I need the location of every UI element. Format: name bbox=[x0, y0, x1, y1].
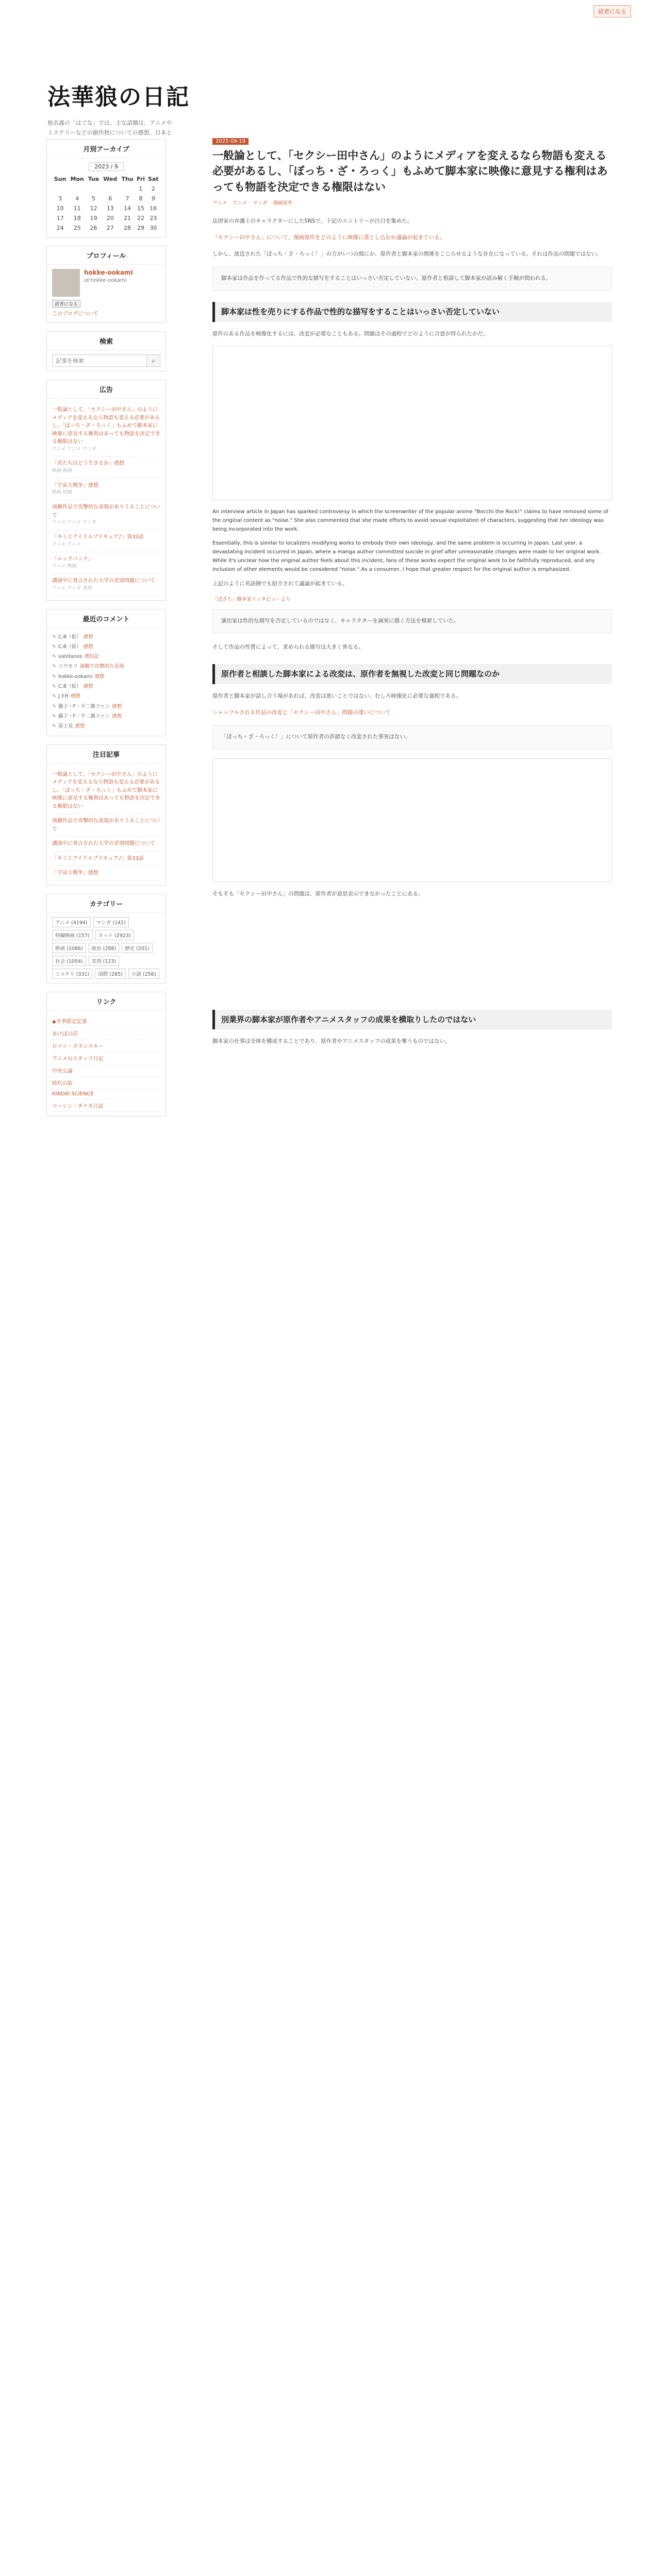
paragraph: 上記のように英語圏でも紹介されて議論が起きている。 bbox=[212, 580, 348, 587]
comment-author[interactable]: C.B（仮） bbox=[58, 684, 81, 690]
calendar-day[interactable]: 18 bbox=[73, 215, 81, 222]
calendar-day bbox=[52, 184, 68, 194]
comment-item bbox=[52, 642, 160, 652]
comment-icon: ✎ bbox=[52, 643, 56, 650]
category-tag[interactable]: 歴史 (201) bbox=[122, 943, 153, 953]
calendar-day[interactable]: 25 bbox=[73, 225, 81, 231]
comments-heading: 最近のコメント bbox=[47, 609, 166, 628]
weekday-label: Wed bbox=[103, 176, 118, 182]
article-link[interactable]: 「ルックバック」 bbox=[52, 556, 93, 562]
comment-author[interactable]: C.B（仮） bbox=[58, 643, 81, 650]
article-meta: アニメ アニメ bbox=[52, 541, 81, 547]
paragraph: 原作者と脚本家が話し合う場があれば、改変は悪いことではない。むしろ映像化に必要な過程である。 bbox=[212, 692, 461, 699]
comment-icon: ✎ bbox=[52, 713, 56, 719]
comment-author[interactable]: J.Y.H bbox=[58, 693, 69, 700]
category-tag[interactable]: 特撮映画 (157) bbox=[52, 930, 93, 940]
list-item bbox=[52, 866, 160, 881]
list-item bbox=[52, 479, 160, 500]
article-link[interactable]: 演劇作品で攻撃的な表現がありうることについて bbox=[52, 504, 160, 518]
list-item bbox=[52, 837, 160, 852]
calendar-day[interactable]: 13 bbox=[106, 205, 114, 212]
calendar-day[interactable]: 8 bbox=[139, 195, 143, 202]
related-module bbox=[46, 380, 166, 601]
comment-post-link[interactable]: 演劇で攻撃的な表現 bbox=[79, 664, 124, 670]
highlighted-paragraph[interactable]: シャッフルされる作品の改変と「セクシー田中さん」問題の違いについて bbox=[212, 709, 391, 716]
profile-name[interactable]: hokke-ookami bbox=[84, 269, 133, 276]
article-meta: 映画 特撮 bbox=[52, 490, 72, 496]
calendar-module bbox=[46, 139, 166, 238]
comment-item bbox=[52, 682, 160, 691]
about-link[interactable]: このブログについて bbox=[52, 311, 98, 317]
category-heading: カテゴリー bbox=[47, 894, 166, 913]
calendar-day[interactable]: 26 bbox=[90, 225, 97, 231]
list-item bbox=[52, 500, 160, 530]
calendar-day[interactable]: 15 bbox=[137, 205, 145, 212]
list-item bbox=[52, 530, 160, 552]
calendar-day bbox=[120, 184, 136, 194]
comment-post-link[interactable]: 感想 bbox=[70, 693, 80, 700]
comment-post-link[interactable]: 感想 bbox=[94, 673, 105, 680]
calendar-day[interactable]: 3 bbox=[58, 195, 62, 202]
reference-link[interactable]: 「ぼざろ」脚本家インタビューより bbox=[212, 597, 291, 603]
embedded-post[interactable] bbox=[212, 346, 612, 500]
english-quote: Essentially, this is similar to localizers modifying works to embody their own ideology, and the same problem is occurring in Japan. Last year, a devastating incident occurred in Japan, where a manga author committed suicide in grief after unreasonable changes were made to her original work. While it's unclear how the original author feels about this incident, fans of these works expect the original work to be faithfully reproduced, and any inclusion of other elements would be considered "noise." As a consumer, I hope that greater respect for the original author is emphasized. bbox=[212, 540, 601, 572]
blog-description: 他名義の「はてな」では、主な話題は、アニメやミステリーなどの創作物についての感想、日本と bbox=[47, 120, 172, 136]
calendar-day[interactable]: 1 bbox=[139, 185, 143, 192]
popular-article-link[interactable]: 演劇作品で攻撃的な表現がありうることについて bbox=[52, 818, 160, 832]
search-icon[interactable]: ⌕ bbox=[147, 354, 160, 367]
calendar-day[interactable]: 7 bbox=[125, 195, 129, 202]
list-item bbox=[52, 552, 160, 574]
comment-author[interactable]: C.B（仮） bbox=[58, 634, 81, 640]
article-link[interactable]: 講演中に発言された大学の差別問題について bbox=[52, 578, 155, 584]
link-item[interactable]: あけぼの荘 bbox=[52, 1027, 160, 1040]
calendar-day[interactable]: 29 bbox=[137, 225, 145, 231]
weekday-label: Sat bbox=[148, 176, 159, 182]
embedded-post[interactable] bbox=[212, 758, 612, 882]
blockquote: 「ぼっち・ざ・ろっく！」について原作者の許諾なく改変された事実はない。 bbox=[212, 725, 612, 749]
calendar-day[interactable]: 23 bbox=[150, 215, 157, 222]
popular-article-link[interactable]: 「宇宙大戦争」感想 bbox=[52, 870, 98, 876]
list-item bbox=[52, 574, 160, 596]
list-item bbox=[52, 852, 160, 867]
comment-icon: ✎ bbox=[52, 723, 56, 730]
link-item[interactable]: ロマン・ポランスキー bbox=[52, 1040, 160, 1052]
comment-icon: ✎ bbox=[52, 654, 56, 660]
comment-icon: ✎ bbox=[52, 684, 56, 690]
article-link[interactable]: 「キミとアイドルプリキュア♪」第33話 bbox=[52, 534, 144, 540]
comment-item bbox=[52, 721, 160, 731]
month-select[interactable]: 2023 / 9 bbox=[89, 162, 124, 171]
weekday-label: Sun bbox=[54, 176, 67, 182]
entry-title[interactable]: 一般論として、「セクシー田中さん」のようにメディアを変えるなら物語も変える必要があるし、「ぼっち・ざ・ろっく」もふめて脚本家に映像に意見する権利はあっても物語を決定できる権限はない bbox=[212, 149, 608, 193]
comment-icon: ✎ bbox=[52, 693, 56, 700]
profile-module bbox=[46, 246, 166, 323]
article-link[interactable]: 「宇宙大戦争」感想 bbox=[52, 482, 98, 488]
weekday-label: Tue bbox=[88, 176, 100, 182]
comment-author[interactable]: 富士見 bbox=[58, 723, 73, 730]
article-link[interactable]: 一般論として、「セクシー田中さん」のようにメディアを変えるなら物語も変える必要があるし、「ぼっち・ざ・ろっく」もふめて脚本家に映像に意見する権利はあっても物語を決定できる権限はない bbox=[52, 407, 160, 445]
calendar-day[interactable]: 2 bbox=[151, 185, 155, 192]
top-bar bbox=[0, 0, 662, 23]
section-heading: 脚本家は性を売りにする作品で性的な描写をすることはいっさい否定していない bbox=[212, 302, 612, 322]
category-module bbox=[46, 894, 166, 984]
calendar-day[interactable]: 21 bbox=[124, 215, 131, 222]
calendar-day[interactable]: 27 bbox=[106, 225, 114, 231]
popular-heading: 注目記事 bbox=[47, 745, 166, 764]
comment-item bbox=[52, 662, 160, 671]
paragraph: 法律家の弁護士のキャラクターにしたSNSで、下記のエントリーが注目を集めた。 bbox=[212, 218, 413, 225]
calendar-day[interactable]: 16 bbox=[150, 205, 157, 212]
comment-icon: ✎ bbox=[52, 703, 56, 709]
calendar-day[interactable]: 14 bbox=[124, 205, 131, 212]
comment-item bbox=[52, 702, 160, 711]
calendar-day[interactable]: 4 bbox=[75, 195, 79, 202]
list-item bbox=[52, 403, 160, 456]
comment-author[interactable]: vanitanos bbox=[58, 654, 82, 660]
link-item[interactable]: 時代の影 bbox=[52, 1077, 160, 1089]
category-tag[interactable]: ミステリ (331) bbox=[52, 969, 92, 979]
comment-post-link[interactable]: 感想 bbox=[112, 713, 122, 719]
blockquote: 演出家は性的な描写を否定しているのではなく、キャラクターを誠実に描く方法を模索していた。 bbox=[212, 609, 612, 633]
category-tag[interactable]: マンガ (142) bbox=[93, 917, 129, 927]
article-meta: アニメ マンガ 差別 bbox=[52, 585, 92, 591]
paragraph: 脚本家の仕事は全体を構成することであり、原作者やアニメスタッフの成果を奪うものではない。 bbox=[212, 1038, 451, 1045]
calendar-day[interactable]: 12 bbox=[90, 205, 97, 212]
comment-author[interactable]: コウモリ bbox=[58, 664, 78, 670]
category-tag[interactable]: 小説 (256) bbox=[128, 969, 159, 979]
section-heading: 原作者と相談した脚本家による改変は、原作者を無視した改変と同じ問題なのか bbox=[212, 664, 612, 684]
comment-item bbox=[52, 691, 160, 701]
entry-category[interactable]: アニメ bbox=[212, 200, 227, 207]
article-meta: 映画 映画 bbox=[52, 468, 72, 473]
calendar-day[interactable]: 19 bbox=[90, 215, 97, 222]
calendar-heading: 月別アーカイブ bbox=[47, 140, 166, 158]
calendar-day[interactable]: 20 bbox=[106, 215, 114, 222]
paragraph: 原作のある作品を映像化するには、改変が必要なこともある。問題はその過程でどのように合意が得られたかだ。 bbox=[212, 330, 489, 337]
comment-icon: ✎ bbox=[52, 673, 56, 680]
search-module bbox=[46, 331, 166, 371]
category-tag[interactable]: ネット (2923) bbox=[95, 930, 134, 940]
calendar-day[interactable]: 9 bbox=[151, 195, 155, 202]
comment-author[interactable]: hokke-ookami bbox=[58, 673, 93, 680]
article-meta: アニメ 映画 bbox=[52, 564, 77, 569]
popular-article-link[interactable]: 「キミとアイドルプリキュア♪」第33話 bbox=[52, 855, 144, 861]
calendar-day bbox=[68, 184, 86, 194]
calendar-day[interactable]: 6 bbox=[108, 195, 112, 202]
calendar-day[interactable]: 22 bbox=[137, 215, 145, 222]
article-meta: アニメ アニメ マンガ bbox=[52, 446, 96, 452]
blockquote: 脚本家は作品を作ってる作品で性的な描写をすることはいっさい否定していない。原作者と相談して脚本家が読み解く手腕が問われる。 bbox=[212, 267, 612, 291]
category-tag[interactable]: 政治 (288) bbox=[89, 943, 120, 953]
calendar-day bbox=[101, 184, 120, 194]
entry-category[interactable]: アニメ bbox=[233, 200, 247, 207]
calendar-day[interactable]: 24 bbox=[56, 225, 64, 231]
entry-categories bbox=[212, 199, 612, 206]
category-tag[interactable]: 国際 (285) bbox=[95, 969, 126, 979]
comment-icon: ✎ bbox=[52, 664, 56, 670]
popular-article-link[interactable]: 講演中に発言された大学の差別問題について bbox=[52, 841, 155, 847]
calendar-table bbox=[52, 174, 160, 233]
popular-module bbox=[46, 744, 166, 886]
paragraph: しかし、放送された「ぼっち・ざ・ろっく！」の方がいつの間にか、原作者と脚本家の関係をこじらせるような存在になっている。それは作品の問題ではない。 bbox=[212, 251, 602, 258]
category-tag[interactable]: 社会 (1054) bbox=[52, 956, 86, 966]
calendar-day[interactable]: 30 bbox=[150, 225, 157, 231]
main-content bbox=[212, 134, 612, 2576]
profile-id: id:hokke-ookami bbox=[84, 278, 127, 283]
subscribe-button[interactable]: 読者になる bbox=[593, 5, 631, 18]
weekday-label: Mon bbox=[70, 176, 84, 182]
link-item[interactable]: 中央公論 bbox=[52, 1064, 160, 1077]
entry-date[interactable]: 2025-09-19 bbox=[212, 138, 249, 145]
english-quote: An interview article in Japan has sparked controversy in which the screenwriter of the popular anime "Bocchi the Rock!" claims to have removed some of the original content as "noise." She also commented that she made efforts to avoid sexual exploitation of characters, suggesting that her ideology was being incorporated into the work. bbox=[212, 509, 608, 532]
search-input[interactable] bbox=[52, 354, 147, 367]
weekday-label: Thu bbox=[121, 176, 134, 182]
comment-post-link[interactable]: 感想 bbox=[83, 643, 93, 650]
article-meta: アニメ アニメ マンガ bbox=[52, 520, 96, 526]
sidebar bbox=[46, 139, 166, 1125]
paragraph: そもそも「セクシー田中さん」の問題は、原作者が意思表示できなかったことにある。 bbox=[212, 890, 424, 897]
calendar-day[interactable]: 17 bbox=[56, 215, 64, 222]
comment-post-link[interactable]: 感想 bbox=[75, 723, 85, 730]
list-item bbox=[52, 456, 160, 478]
profile-subscribe-button[interactable]: 読者になる bbox=[52, 300, 80, 308]
calendar-day[interactable]: 10 bbox=[56, 205, 64, 212]
popular-article-link[interactable]: 一般論として、「セクシー田中さん」のようにメディアを変えるなら物語も変える必要があるし、「ぼっち・ざ・ろっく」もふめて脚本家に映像に意見する権利はあっても物語を決定できる権限はない bbox=[52, 771, 160, 809]
search-heading: 検索 bbox=[47, 332, 166, 350]
links-module bbox=[46, 992, 166, 1116]
link-item[interactable]: コーシン・タナカ日誌 bbox=[52, 1099, 160, 1112]
list-item bbox=[52, 768, 160, 815]
highlighted-paragraph: 「セクシー田中さん」について、漫画原作をどのように映像に落とし込むか議論が起きている。 bbox=[212, 234, 445, 241]
link-item[interactable]: アニメのスタッフ日記 bbox=[52, 1052, 160, 1064]
category-tag[interactable]: 差別 (123) bbox=[89, 956, 120, 966]
category-tag[interactable]: 映画 (1086) bbox=[52, 943, 86, 953]
links-heading: リンク bbox=[47, 992, 166, 1011]
profile-heading: プロフィール bbox=[47, 246, 166, 265]
avatar[interactable] bbox=[52, 269, 80, 297]
link-item[interactable]: KINDAI SCIENCE bbox=[52, 1089, 160, 1099]
comment-item bbox=[52, 652, 160, 662]
blog-title[interactable]: 法華狼の日記 bbox=[47, 84, 190, 110]
comment-author[interactable]: 藤子・F・不二雄ファン bbox=[58, 713, 110, 719]
comments-module bbox=[46, 609, 166, 736]
entry-category[interactable]: 漫画原作 bbox=[273, 200, 293, 207]
comment-post-link[interactable]: 漂泊記 bbox=[84, 654, 99, 660]
related-heading: 広告 bbox=[47, 380, 166, 399]
section-heading: 別業界の脚本家が原作者やアニメスタッフの成果を横取りしたのではない bbox=[212, 1010, 612, 1030]
comment-post-link[interactable]: 感想 bbox=[83, 634, 93, 640]
calendar-day[interactable]: 11 bbox=[73, 205, 81, 212]
article-link[interactable]: 「君たちはどう生きるか」感想 bbox=[52, 461, 124, 467]
comment-item bbox=[52, 632, 160, 642]
weekday-label: Fri bbox=[137, 176, 145, 182]
blog-header bbox=[0, 23, 662, 136]
comment-post-link[interactable]: 感想 bbox=[112, 703, 122, 709]
calendar-day[interactable]: 28 bbox=[124, 225, 131, 231]
link-item[interactable]: ◆冬季限定記事 bbox=[52, 1015, 160, 1027]
paragraph: そして作品の性質によって、求められる描写は大きく異なる。 bbox=[212, 644, 364, 651]
comment-item bbox=[52, 711, 160, 721]
comment-item bbox=[52, 672, 160, 682]
comment-icon: ✎ bbox=[52, 634, 56, 640]
entry-category[interactable]: マンガ bbox=[253, 200, 268, 207]
comment-author[interactable]: 藤子・F・不二雄ファン bbox=[58, 703, 110, 709]
calendar-day[interactable]: 5 bbox=[92, 195, 95, 202]
category-tag[interactable]: アニメ (4194) bbox=[52, 917, 91, 927]
calendar-day bbox=[86, 184, 101, 194]
comment-post-link[interactable]: 感想 bbox=[83, 684, 93, 690]
list-item bbox=[52, 814, 160, 837]
